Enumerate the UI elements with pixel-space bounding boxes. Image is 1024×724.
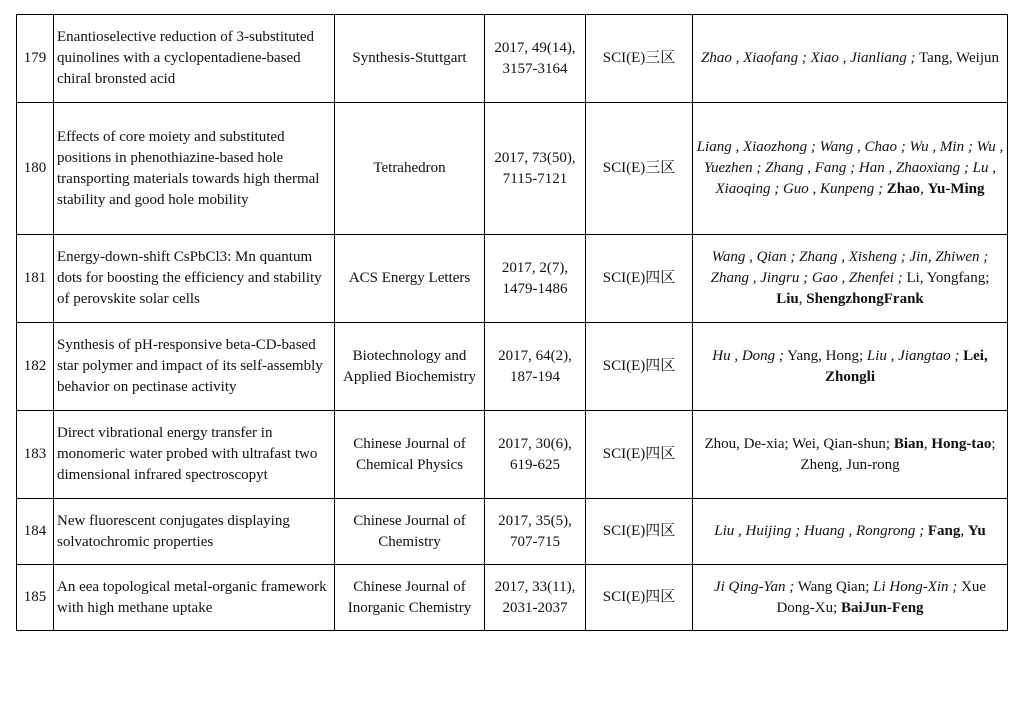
- row-number: 185: [17, 565, 54, 631]
- author-list: [693, 103, 1008, 235]
- author-segment: Bian: [893, 435, 924, 452]
- author-list: [693, 323, 1008, 411]
- author-segment: Li, Yongfang;: [906, 270, 990, 286]
- author-segment: ShengzhongFrank: [806, 291, 924, 307]
- index-category: SCI(E)四区: [586, 235, 693, 323]
- author-segment: ,: [798, 291, 803, 307]
- author-segment: ; Zheng, Jun-rong: [800, 435, 996, 473]
- author-segment: Zhou, De-xia; Wei, Qian-shun;: [704, 435, 891, 452]
- author-segment: Fang: [927, 523, 961, 539]
- volume-pages: 2017, 33(11), 2031-2037: [485, 565, 586, 631]
- author-segment: Yu: [967, 523, 986, 539]
- journal-name: Chinese Journal of Chemical Physics: [335, 411, 485, 499]
- row-number: 184: [17, 499, 54, 565]
- author-segment: Zhao: [886, 181, 921, 197]
- journal-name: Chinese Journal of Chemistry: [335, 499, 485, 565]
- row-number: 179: [17, 15, 54, 103]
- author-list: [693, 499, 1008, 565]
- table-row: [17, 235, 1008, 323]
- author-segment: Liu: [776, 291, 799, 307]
- index-category: SCI(E)四区: [586, 499, 693, 565]
- journal-name: ACS Energy Letters: [335, 235, 485, 323]
- author-segment: Zhao , Xiaofang ; Xiao , Jianliang ;: [700, 50, 916, 66]
- author-segment: ,: [960, 523, 965, 539]
- author-list: [693, 565, 1008, 631]
- volume-pages: 2017, 64(2), 187-194: [485, 323, 586, 411]
- journal-name: Biotechnology and Applied Biochemistry: [335, 323, 485, 411]
- index-category: SCI(E)四区: [586, 411, 693, 499]
- paper-title: New fluorescent conjugates displaying solvatochromic properties: [54, 499, 335, 565]
- paper-title: An eea topological metal-organic framework with high methane uptake: [54, 565, 335, 631]
- table-row: [17, 103, 1008, 235]
- publication-table-body: [17, 15, 1008, 631]
- table-row: [17, 15, 1008, 103]
- author-list: [693, 15, 1008, 103]
- author-list: [693, 411, 1008, 499]
- author-segment: Liu , Huijing ; Huang , Rongrong ;: [714, 523, 925, 539]
- author-segment: Wang Qian;: [797, 578, 870, 595]
- volume-pages: 2017, 49(14), 3157-3164: [485, 15, 586, 103]
- row-number: 183: [17, 411, 54, 499]
- journal-name: Synthesis-Stuttgart: [335, 15, 485, 103]
- row-number: 182: [17, 323, 54, 411]
- volume-pages: 2017, 73(50), 7115-7121: [485, 103, 586, 235]
- author-segment: Xue Dong-Xu;: [776, 578, 987, 616]
- author-segment: Liang , Xiaozhong ; Wang , Chao ; Wu , Min ; Wu , Yuezhen ; Zhang , Fang ; Han , Zhaoxiang ; Lu , Xiaoqing ; Guo , Kunpeng ;: [696, 139, 1004, 197]
- table-row: [17, 499, 1008, 565]
- paper-title: Synthesis of pH-responsive beta-CD-based star polymer and impact of its self-assembly behavior on pectinase activity: [54, 323, 335, 411]
- paper-title: Enantioselective reduction of 3-substituted quinolines with a cyclopentadiene-based chiral bronsted acid: [54, 15, 335, 103]
- author-segment: Hu , Dong ;: [712, 347, 784, 364]
- author-segment: Liu , Jiangtao ;: [866, 347, 960, 364]
- table-row: [17, 565, 1008, 631]
- author-segment: ,: [923, 435, 928, 452]
- row-number: 181: [17, 235, 54, 323]
- author-segment: Tang, Weijun: [919, 50, 999, 66]
- paper-title: Energy-down-shift CsPbCl3: Mn quantum dots for boosting the efficiency and stability of perovskite solar cells: [54, 235, 335, 323]
- volume-pages: 2017, 35(5), 707-715: [485, 499, 586, 565]
- author-segment: Hong-tao: [931, 435, 992, 452]
- author-segment: Li Hong-Xin ;: [873, 578, 958, 595]
- volume-pages: 2017, 30(6), 619-625: [485, 411, 586, 499]
- row-number: 180: [17, 103, 54, 235]
- table-row: [17, 411, 1008, 499]
- paper-title: Direct vibrational energy transfer in monomeric water probed with ultrafast two dimensional infrared spectroscopyt: [54, 411, 335, 499]
- author-segment: Ji Qing-Yan ;: [713, 578, 795, 595]
- index-category: SCI(E)三区: [586, 103, 693, 235]
- author-segment: BaiJun-Feng: [841, 599, 924, 616]
- author-segment: Wang , Qian ; Zhang , Xisheng ; Jin, Zhiwen ; Zhang , Jingru ; Gao , Zhenfei ;: [710, 249, 989, 286]
- author-segment: Yu-Ming: [927, 181, 985, 197]
- volume-pages: 2017, 2(7), 1479-1486: [485, 235, 586, 323]
- paper-title: Effects of core moiety and substituted positions in phenothiazine-based hole transporting materials towards high thermal stability and good hole mobility: [54, 103, 335, 235]
- author-segment: Lei, Zhongli: [824, 347, 988, 385]
- author-segment: ,: [920, 181, 924, 197]
- author-list: [693, 235, 1008, 323]
- index-category: SCI(E)四区: [586, 323, 693, 411]
- author-segment: Yang, Hong;: [787, 347, 864, 364]
- journal-name: Tetrahedron: [335, 103, 485, 235]
- index-category: SCI(E)四区: [586, 565, 693, 631]
- publication-table: [16, 14, 1008, 631]
- journal-name: Chinese Journal of Inorganic Chemistry: [335, 565, 485, 631]
- table-row: [17, 323, 1008, 411]
- index-category: SCI(E)三区: [586, 15, 693, 103]
